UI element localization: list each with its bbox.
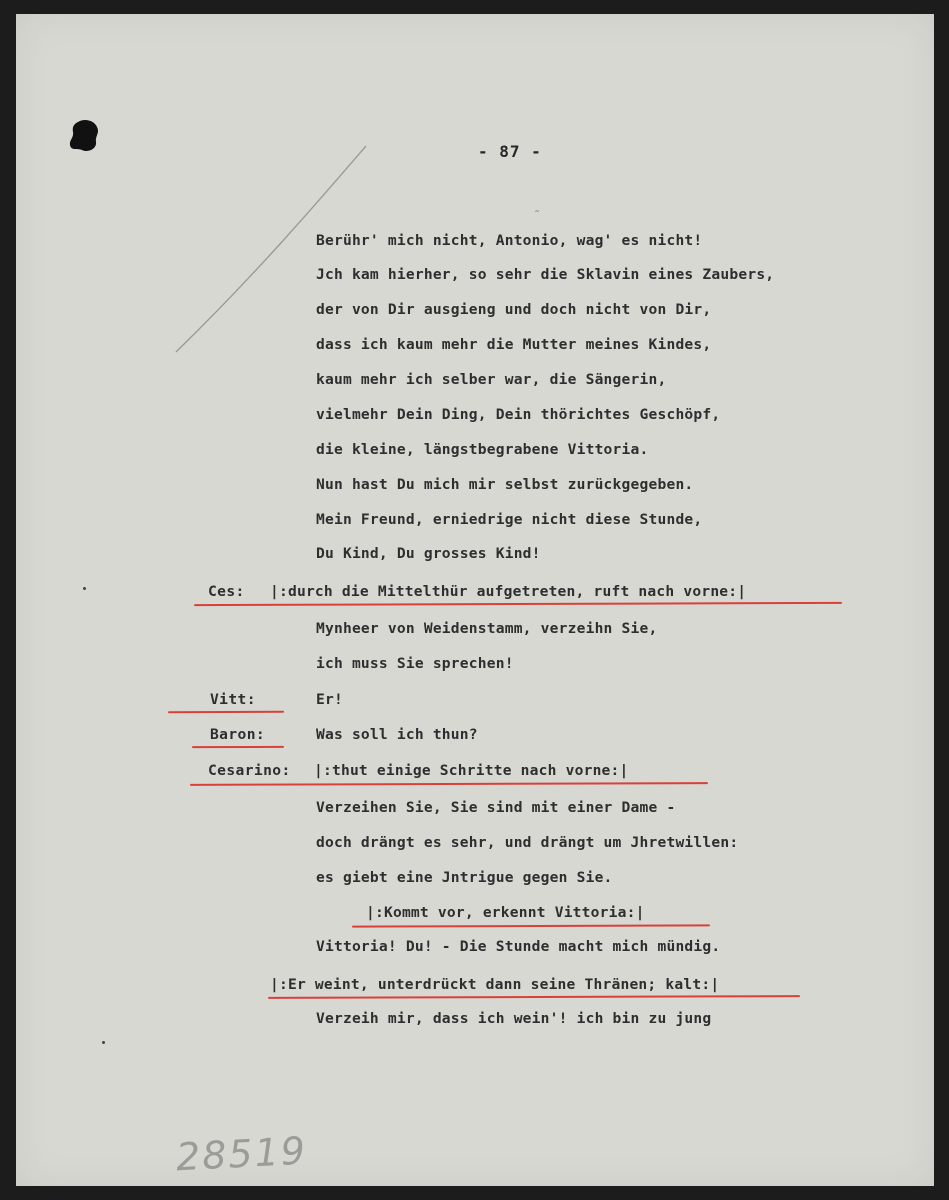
tiny-mark: ˜	[534, 210, 541, 221]
speck-mark	[102, 1041, 105, 1044]
speaker-label-ces: Ces:	[208, 583, 245, 600]
speaker-label-cesarino: Cesarino:	[208, 762, 291, 779]
pencil-stroke-mark	[166, 144, 386, 364]
red-underline	[268, 995, 800, 999]
text-line: Nun hast Du mich mir selbst zurückgegeben.	[316, 476, 694, 493]
text-line: Mynheer von Weidenstamm, verzeihn Sie,	[316, 620, 658, 637]
text-line: Er!	[316, 691, 343, 708]
red-underline	[190, 782, 708, 786]
speaker-label-baron: Baron:	[210, 726, 266, 743]
text-line: Berühr' mich nicht, Antonio, wag' es nicht!	[316, 232, 703, 249]
text-line: Verzeih mir, dass ich wein'! ich bin zu jung	[316, 1010, 712, 1027]
text-line: Verzeihen Sie, Sie sind mit einer Dame -	[316, 799, 676, 816]
stage-direction: |:thut einige Schritte nach vorne:|	[314, 762, 629, 779]
text-line: dass ich kaum mehr die Mutter meines Kindes,	[316, 336, 712, 353]
speaker-label-vitt: Vitt:	[210, 691, 256, 708]
red-underline	[352, 924, 710, 927]
speck-mark	[83, 587, 86, 590]
text-line: es giebt eine Jntrigue gegen Sie.	[316, 869, 613, 886]
text-line: vielmehr Dein Ding, Dein thörichtes Geschöpf,	[316, 406, 721, 423]
stage-direction: |:durch die Mittelthür aufgetreten, ruft nach vorne:|	[270, 583, 747, 600]
text-line: Du Kind, Du grosses Kind!	[316, 545, 541, 562]
text-line: Was soll ich thun?	[316, 726, 478, 743]
stage-direction: |:Er weint, unterdrückt dann seine Thränen; kalt:|	[270, 976, 720, 993]
text-line: ich muss Sie sprechen!	[316, 655, 514, 672]
archive-number: 28519	[174, 1128, 308, 1180]
text-line: kaum mehr ich selber war, die Sängerin,	[316, 371, 667, 388]
text-line: die kleine, längstbegrabene Vittoria.	[316, 441, 649, 458]
text-line: doch drängt es sehr, und drängt um Jhretwillen:	[316, 834, 739, 851]
ink-blot-icon	[68, 118, 100, 154]
stage-direction: |:Kommt vor, erkennt Vittoria:|	[366, 904, 645, 921]
red-underline	[194, 602, 842, 606]
text-line: Mein Freund, erniedrige nicht diese Stunde,	[316, 511, 703, 528]
text-line: der von Dir ausgieng und doch nicht von Dir,	[316, 301, 712, 318]
text-line: Jch kam hierher, so sehr die Sklavin eines Zaubers,	[316, 266, 775, 283]
page-number: - 87 -	[478, 142, 542, 161]
document-page	[16, 14, 934, 1186]
red-underline	[168, 711, 284, 713]
text-line: Vittoria! Du! - Die Stunde macht mich mündig.	[316, 938, 721, 955]
red-underline	[192, 746, 284, 748]
